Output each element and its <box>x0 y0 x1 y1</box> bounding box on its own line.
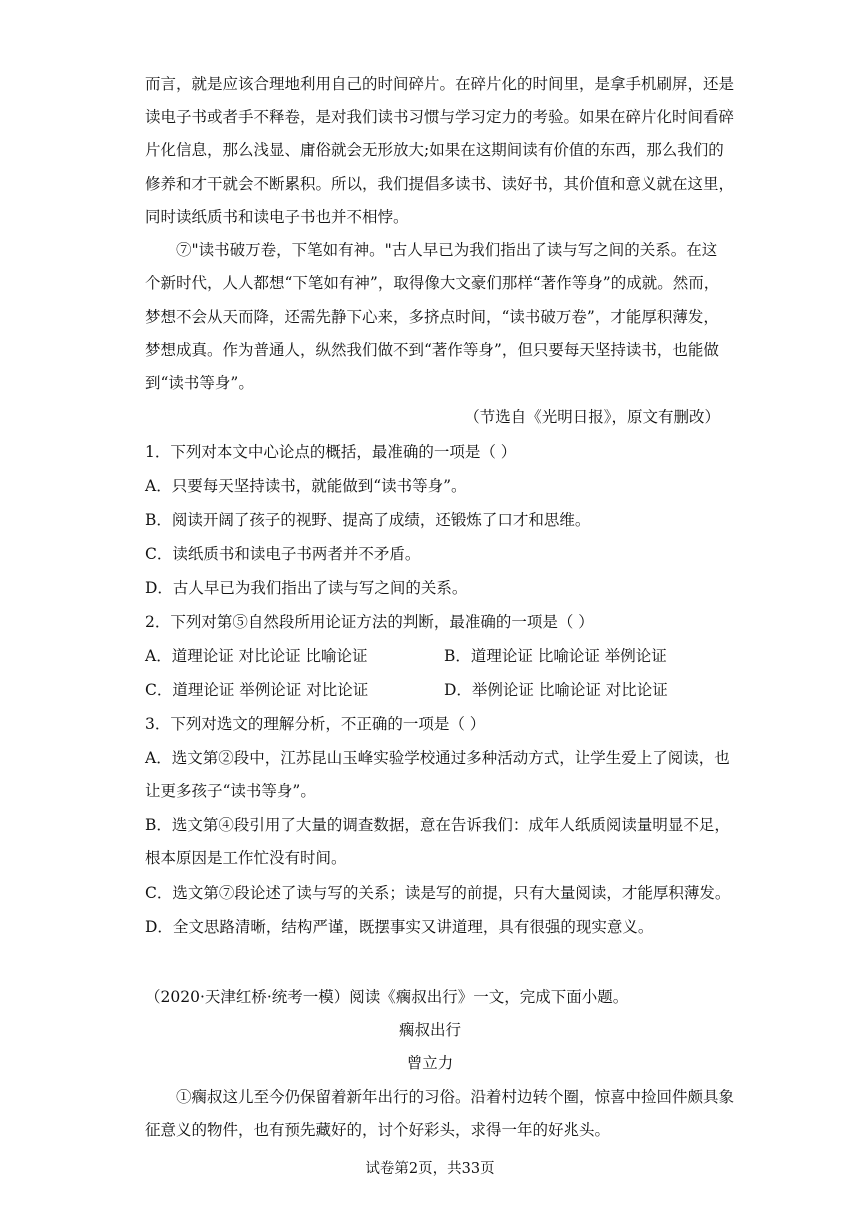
question-2-option-d: D．举例论证 比喻论证 对比论证 <box>444 681 668 699</box>
question-1-option-d: D．古人早已为我们指出了读与写之间的关系。 <box>145 579 468 597</box>
question-3-option-b: B．选文第④段引用了大量的调查数据，意在告诉我们：成年人纸质阅读量明显不足， <box>145 816 730 834</box>
page-footer: 试卷第2页，共33页 <box>365 1161 495 1177</box>
question-2-option-b: B．道理论证 比喻论证 举例论证 <box>444 647 667 665</box>
paragraph-7-line: ⑦"读书破万卷，下笔如有神。"古人早已为我们指出了读与写之间的关系。在这 <box>176 241 718 259</box>
question-2-option-c: C．道理论证 举例论证 对比论证 <box>145 681 369 699</box>
story-paragraph-1-line: 征意义的物件，也有预先藏好的，讨个好彩头，求得一年的好兆头。 <box>145 1121 611 1139</box>
section-intro: （2020·天津红桥·统考一模）阅读《瘸叔出行》一文，完成下面小题。 <box>145 988 629 1006</box>
source-note: （节选自《光明日报》，原文有删改） <box>464 408 720 426</box>
question-3-option-c: C．选文第⑦段论述了读与写的关系；读是写的前提，只有大量阅读，才能厚积薄发。 <box>145 884 731 902</box>
question-1-option-a: A．只要每天坚持读书，就能做到“读书等身”。 <box>145 477 467 495</box>
question-1-stem: 1．下列对本文中心论点的概括，最准确的一项是（ ） <box>145 443 517 461</box>
question-1-option-b: B．阅读开阔了孩子的视野、提高了成绩，还锻炼了口才和思维。 <box>145 511 591 529</box>
question-2-stem: 2．下列对第⑤自然段所用论证方法的判断，最准确的一项是（ ） <box>145 613 594 631</box>
article-line: 读电子书或者手不释卷，是对我们读书习惯与学习定力的考验。如果在碎片化时间看碎 <box>145 108 735 126</box>
question-3-option-d: D．全文思路清晰，结构严谨，既摆事实又讲道理，具有很强的现实意义。 <box>145 918 654 936</box>
story-title: 瘸叔出行 <box>398 1021 461 1039</box>
paragraph-7-line: 个新时代，人人都想“下笔如有神”，取得像大文豪们那样“著作等身”的成就。然而， <box>145 274 720 292</box>
article-line: 而言，就是应该合理地利用自己的时间碎片。在碎片化的时间里，是拿手机刷屏，还是 <box>145 75 735 93</box>
article-line: 片化信息，那么浅显、庸俗就会无形放大;如果在这期间读有价值的东西，那么我们的 <box>145 141 724 159</box>
paragraph-7-line: 到“读书等身”。 <box>145 374 254 392</box>
question-2-option-a: A．道理论证 对比论证 比喻论证 <box>145 647 368 665</box>
story-author: 曾立力 <box>406 1054 454 1072</box>
question-1-option-c: C．读纸质书和读电子书两者并不矛盾。 <box>145 545 421 563</box>
paragraph-7-line: 梦想成真。作为普通人，纵然我们做不到“著作等身”，但只要每天坚持读书，也能做 <box>145 341 719 359</box>
article-line: 同时读纸质书和读电子书也并不相悖。 <box>145 208 409 226</box>
paragraph-7-line: 梦想不会从天而降，还需先静下心来，多挤点时间，“读书破万卷”，才能厚积薄发， <box>145 308 719 326</box>
question-3-stem: 3．下列对选文的理解分析，不正确的一项是（ ） <box>145 715 486 733</box>
story-paragraph-1-line: ①瘸叔这儿至今仍保留着新年出行的习俗。沿着村边转个圈，惊喜中捡回件颇具象 <box>176 1088 735 1106</box>
question-3-option-b-cont: 根本原因是工作忙没有时间。 <box>145 849 347 867</box>
article-line: 修养和才干就会不断累积。所以，我们提倡多读书、读好书，其价值和意义就在这里， <box>145 175 735 193</box>
question-3-option-a-cont: 让更多孩子“读书等身”。 <box>145 782 316 800</box>
question-3-option-a: A．选文第②段中，江苏昆山玉峰实验学校通过多种活动方式，让学生爱上了阅读，也 <box>145 749 730 767</box>
